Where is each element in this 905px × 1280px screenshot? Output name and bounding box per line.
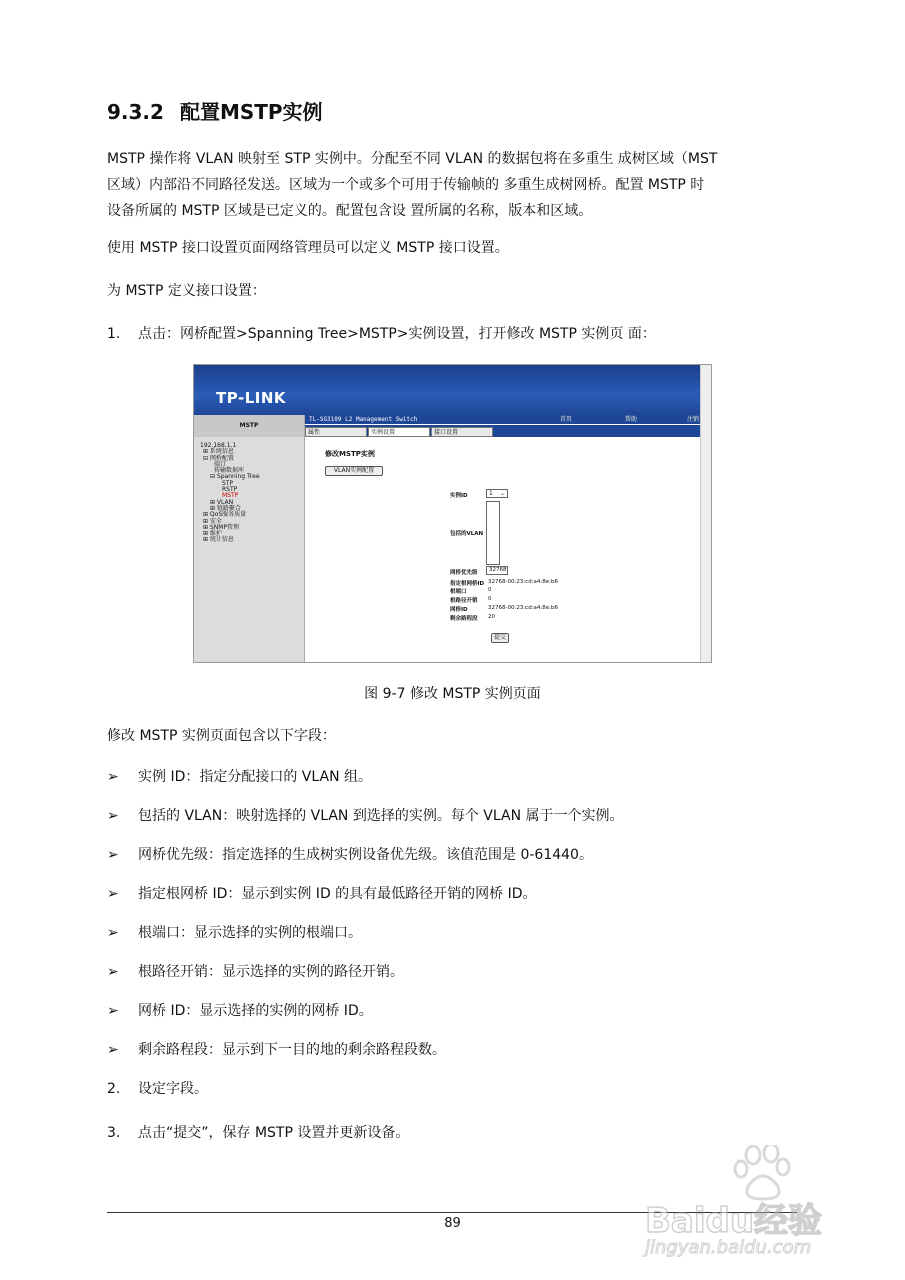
home-link[interactable]: 首页 <box>560 416 573 423</box>
tree-item[interactable]: ⊞ VLAN <box>210 498 234 506</box>
root-path-cost-value: 0 <box>488 596 492 602</box>
included-vlan-label: 包括的VLAN <box>450 531 484 537</box>
bridge-priority-input[interactable]: 32768 <box>486 566 508 575</box>
instance-id-select[interactable] <box>486 489 508 498</box>
step-text: 点击“提交”，保存 MSTP 设置并更新设备。 <box>138 1125 410 1141</box>
bullet-marker: ➢ <box>107 1042 119 1058</box>
bullet-text: 剩余路程段：显示到下一目的地的剩余路程段数。 <box>138 1042 446 1058</box>
help-link[interactable]: 帮助 <box>625 416 638 423</box>
step-1 <box>107 324 656 344</box>
page-number: 89 <box>444 1216 461 1231</box>
instance-id-value: 1 <box>489 490 493 497</box>
remaining-hops-value: 20 <box>488 614 495 620</box>
tree-item[interactable]: ⊟ 网桥配置 <box>203 454 234 462</box>
bullet-marker: ➢ <box>107 808 119 824</box>
included-vlan-list[interactable] <box>486 501 500 565</box>
intro-line: MSTP 操作将 VLAN 映射至 STP 实例中。分配至不同 VLAN 的数据包将在多重生 成树区域（MST <box>107 151 718 167</box>
device-title-bar <box>305 415 700 424</box>
bullet-item <box>107 806 624 826</box>
bridge-priority-label: 网桥优先级 <box>450 570 478 576</box>
tree-item-mstp[interactable]: MSTP <box>222 492 239 500</box>
tab-instance-settings[interactable]: 实例设置 <box>368 427 430 437</box>
tree-item[interactable]: STP <box>222 479 234 487</box>
intro-paragraph <box>107 146 797 224</box>
section-title: 配置MSTP实例 <box>179 100 323 124</box>
bullet-text: 包括的 VLAN：映射选择的 VLAN 到选择的实例。每个 VLAN 属于一个实例。 <box>138 808 624 824</box>
step-number: 1. <box>107 326 121 342</box>
bullet-marker: ➢ <box>107 925 119 941</box>
bullet-item <box>107 962 404 982</box>
bullet-marker: ➢ <box>107 769 119 785</box>
tree-item[interactable]: ⊞ 系统信息 <box>203 448 234 456</box>
step-number: 2. <box>107 1081 121 1097</box>
tree-item[interactable]: ⊞ 链路聚合 <box>210 504 241 512</box>
bullet-item <box>107 1001 373 1021</box>
sidebar-header: MSTP <box>194 415 304 437</box>
step-text: 设定字段。 <box>138 1081 208 1097</box>
section-heading <box>107 96 323 125</box>
bullet-item <box>107 767 372 787</box>
watermark-url: jingyan.baidu.com <box>645 1237 812 1258</box>
device-title: TL-SG3109 L2 Management Switch <box>309 416 418 423</box>
remaining-hops-label: 剩余路程段 <box>450 616 478 622</box>
tree-item[interactable]: ⊞ 维护 <box>203 530 222 538</box>
figure-caption: 图 9-7 修改 MSTP 实例页面 <box>364 686 541 702</box>
tree-item[interactable]: ⊞ 统计信息 <box>203 536 234 544</box>
root-path-cost-label: 根路径开销 <box>450 598 478 604</box>
bullet-text: 根端口：显示选择的实例的根端口。 <box>138 925 362 941</box>
section-number: 9.3.2 <box>107 100 164 124</box>
bullet-text: 指定根网桥 ID：显示到实例 ID 的具有最低路径开销的网桥 ID。 <box>138 886 537 902</box>
bridge-id-label: 网桥ID <box>450 607 468 613</box>
baidu-watermark <box>645 1145 855 1265</box>
step-3 <box>107 1123 409 1143</box>
tab-properties[interactable]: 属性 <box>305 427 367 437</box>
tab-strip <box>305 425 700 437</box>
bullet-text: 根路径开销：显示选择的实例的路径开销。 <box>138 964 404 980</box>
step-number: 3. <box>107 1125 121 1141</box>
bridge-id-value: 32768-00:23:cd:a4:8e:b6 <box>488 605 559 611</box>
watermark-brand: Baidu经验 <box>645 1201 823 1241</box>
designated-root-value: 32768-00:23:cd:a4:8e:b6 <box>488 579 559 585</box>
bullet-marker: ➢ <box>107 1003 119 1019</box>
tree-item[interactable]: RSTP <box>222 486 238 494</box>
intro-line: 区域）内部沿不同路径发送。区域为一个或多个可用于传输帧的 多重生成树网桥。配置 MSTP 时 <box>107 177 705 193</box>
tree-item[interactable]: ⊞ SNMP管理 <box>203 523 240 531</box>
fields-intro: 修改 MSTP 实例页面包含以下字段： <box>107 728 336 744</box>
bullet-text: 网桥优先级：指定选择的生成树实例设备优先级。该值范围是 0-61440。 <box>138 847 593 863</box>
bullet-item <box>107 1040 446 1060</box>
step-2 <box>107 1079 208 1099</box>
step-text: 点击：网桥配置>Spanning Tree>MSTP>实例设置，打开修改 MSTP 实例页 面： <box>138 326 656 342</box>
scrollbar[interactable] <box>700 365 712 662</box>
tp-link-logo: TP-LINK <box>216 389 287 407</box>
header-banner <box>194 365 700 415</box>
tree-item[interactable]: 传输数据库 <box>214 467 245 475</box>
mstp-instance-screenshot <box>193 364 712 663</box>
tree-item[interactable]: ⊞ QoS服务质量 <box>203 511 247 519</box>
bullet-item <box>107 845 593 865</box>
sidebar <box>194 415 305 662</box>
bullet-text: 实例 ID：指定分配接口的 VLAN 组。 <box>138 769 373 785</box>
submit-button[interactable]: 提交 <box>491 633 509 643</box>
root-port-label: 根端口 <box>450 589 467 595</box>
tree-item[interactable]: ⊟ Spanning Tree <box>210 473 260 481</box>
logout-link[interactable]: 注销 <box>687 416 700 423</box>
bullet-text: 网桥 ID：显示选择的实例的网桥 ID。 <box>138 1003 373 1019</box>
tree-item[interactable]: 192.168.1.1 <box>200 442 237 449</box>
usage-paragraph: 使用 MSTP 接口设置页面网络管理员可以定义 MSTP 接口设置。 <box>107 240 509 256</box>
bullet-item <box>107 884 537 904</box>
bullet-marker: ➢ <box>107 886 119 902</box>
designated-root-label: 指定根网桥ID <box>450 581 485 587</box>
nav-tree <box>200 443 260 544</box>
form-title: 修改MSTP实例 <box>325 450 375 458</box>
tab-interface-settings[interactable]: 接口设置 <box>431 427 493 437</box>
bullet-marker: ➢ <box>107 847 119 863</box>
bullet-marker: ➢ <box>107 964 119 980</box>
vlan-instance-config-button[interactable]: VLAN实例配置 <box>325 466 383 476</box>
bullet-item <box>107 923 362 943</box>
intro-line: 设备所属的 MSTP 区域是已定义的。配置包含设 置所属的名称，版本和区域。 <box>107 203 593 219</box>
instance-id-label: 实例ID <box>450 493 468 499</box>
tree-item[interactable]: ⊞ 安全 <box>203 517 222 525</box>
chevron-down-icon: ⌄ <box>499 490 505 497</box>
tree-item[interactable]: 端口 <box>214 460 227 468</box>
define-paragraph: 为 MSTP 定义接口设置： <box>107 283 266 299</box>
root-port-value: 0 <box>488 587 492 593</box>
